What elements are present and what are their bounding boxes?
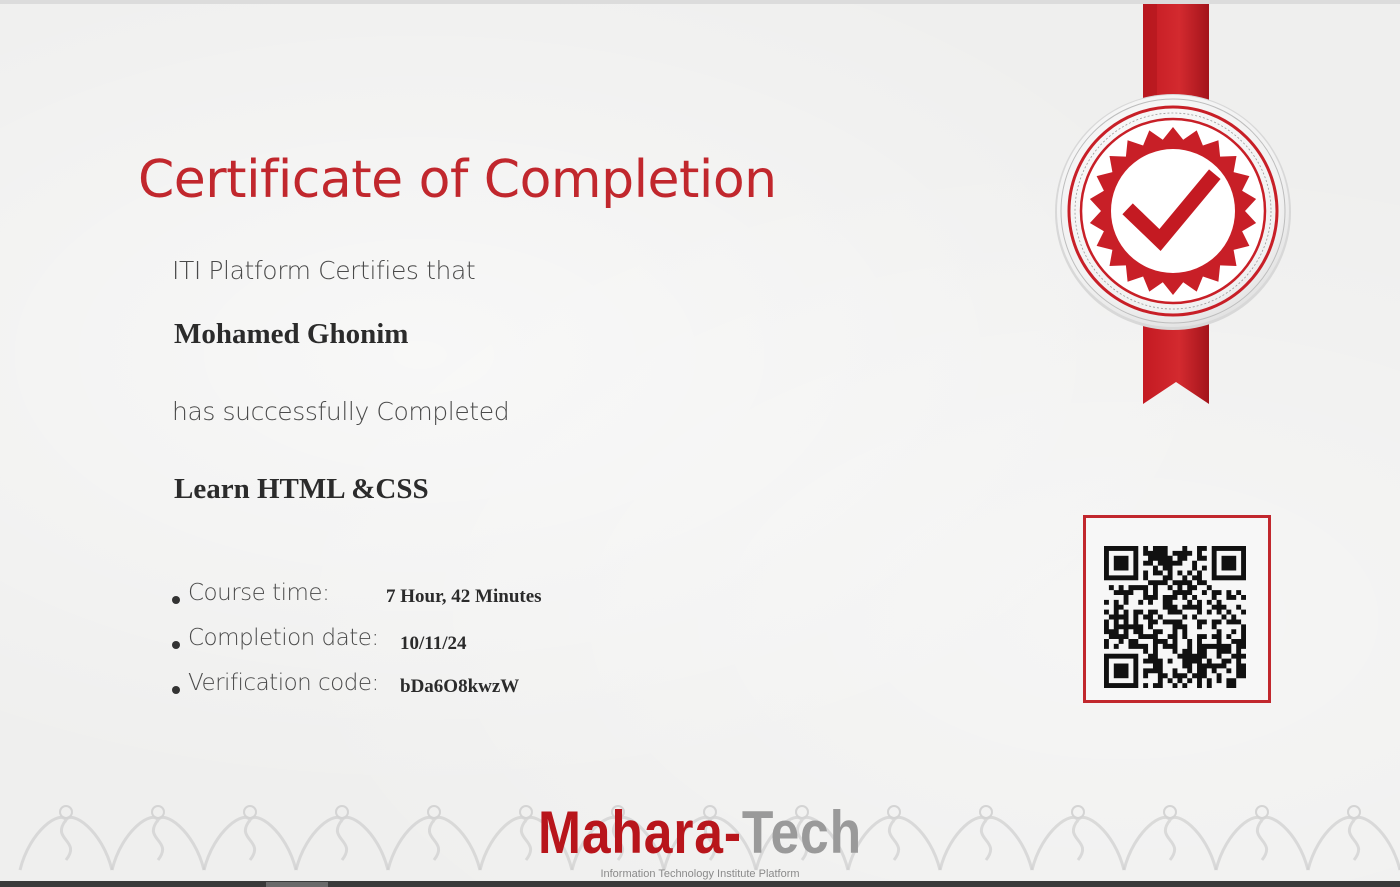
bullet-icon: [172, 641, 180, 649]
qr-code-icon: [1083, 515, 1271, 703]
recipient-name: Mohamed Ghonim: [174, 318, 409, 350]
brand-name-left: Mahara-: [538, 799, 742, 866]
brand-name-right: Tech: [741, 799, 862, 866]
bottom-bar: [0, 881, 1400, 887]
bullet-icon: [172, 596, 180, 604]
verification-code-label: Verification code:: [188, 670, 379, 696]
verification-code-value: bDa6O8kwzW: [400, 676, 520, 697]
completed-text: has successfully Completed: [172, 397, 510, 426]
brand-logo: [98, 798, 1302, 867]
course-time-label: Course time:: [188, 580, 330, 606]
bullet-icon: [172, 686, 180, 694]
certifies-text: ITI Platform Certifies that: [172, 256, 476, 285]
completion-date-label: Completion date:: [188, 625, 379, 651]
certificate-title: Certificate of Completion: [138, 150, 777, 210]
checkmark-seal-icon: [1050, 4, 1300, 414]
completion-date-value: 10/11/24: [400, 633, 467, 654]
course-time-value: 7 Hour, 42 Minutes: [386, 586, 542, 607]
course-name: Learn HTML &CSS: [174, 473, 429, 505]
bottom-bar-tab: [266, 882, 328, 887]
brand-tagline: Information Technology Institute Platform: [600, 868, 800, 880]
